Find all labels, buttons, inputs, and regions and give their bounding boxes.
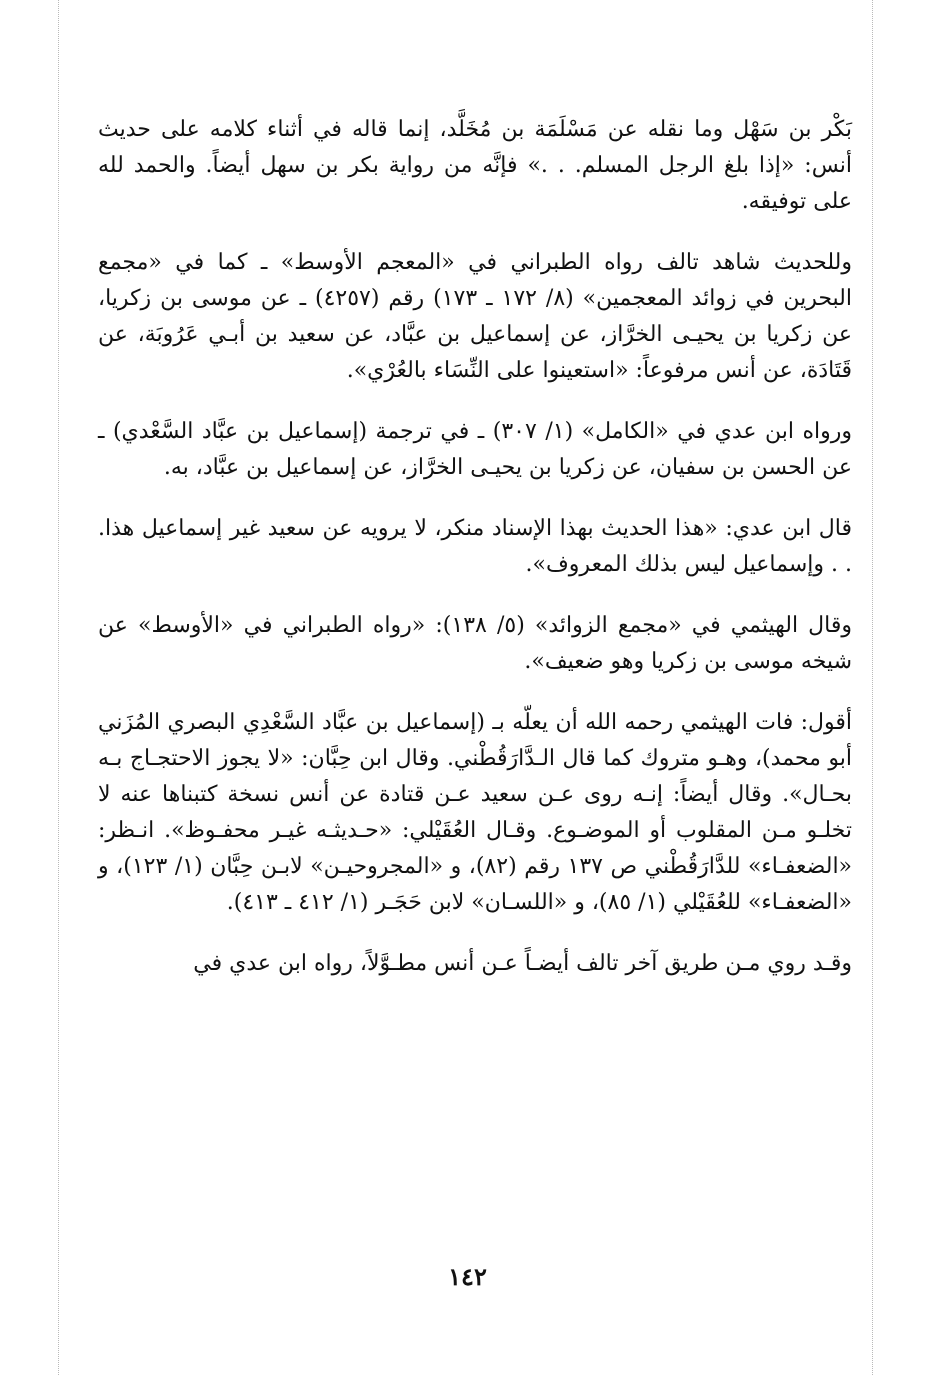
paragraph-3: ورواه ابن عدي في «الكامل» (١/ ٣٠٧) ـ في ترجمة (إسماعيل بن عبَّاد السَّعْدي) ـ عن الحسن بن سفيان، عن زكريا بن يحيـى الخرَّاز، عن إسماعيل بن عبَّاد، به. [98, 419, 853, 480]
paragraph-1: بَكْر بن سَهْل وما نقله عن مَسْلَمَة بن مُخَلَّد، إنما قاله في أثناء كلامه على حديث أنس: «إذا بلغ الرجل المسلم. . .» فإنَّه من رواية بكر بن سهل أيضاً. والحمد لله على توفيقه. [98, 117, 852, 214]
right-margin-rule [872, 0, 873, 1375]
paragraph-2: وللحديث شاهد تالف رواه الطبراني في «المعجم الأوسط» ـ كما في «مجمع البحرين في زوائد المعجمين» (٨/ ١٧٢ ـ ١٧٣) رقم (٤٢٥٧) ـ عن موسى بن زكريا، عن زكريا بن يحيـى الخرَّاز، عن إسماعيل بن عبَّاد، عن سعيد بن أبـي عَرُوبَة، عن قَتَادَة، عن أنس مرفوعاً: «استعينوا على النِّسَاء بالعُرْي». [98, 250, 852, 383]
paragraph-4: قال ابن عدي: «هذا الحديث بهذا الإسناد منكر، لا يرويه عن سعيد غير إسماعيل هذا. . . وإسماعيل ليس بذلك المعروف». [98, 516, 852, 577]
paragraph-7: وقـد روي مـن طريق آخر تالف أيضـاً عـن أنس مطـوَّلاً، رواه ابن عدي في [193, 951, 852, 976]
paragraph-5: وقال الهيثمي في «مجمع الزوائد» (٥/ ١٣٨): «رواه الطبراني في «الأوسط» عن شيخه موسى بن زكريا وهو ضعيف». [98, 613, 852, 674]
left-margin-rule [58, 0, 59, 1375]
footnote-paragraph: أقول: فات الهيثمي رحمه الله أن يعلّه بـ (إسماعيل بن عبَّاد السَّعْدِي البصري المُزَني أبو محمد)، وهـو متروك كما قال الـدَّارَقُطْني. وقال ابن حِبَّان: «لا يجوز الاحتجـاج بـه بحـال». وقال أيضاً: إنـه روى عـن سعيد عـن قتادة عن أنس نسخة كتبناها عنه لا تخلـو مـن المقلوب أو الموضـوع. وقـال العُقَيْلي: «حـديثـه غيـر محفـوظ». انـظر: «الضعفـاء» للدَّارَقُطْني ص ١٣٧ رقم (٨٢)، و «المجروحيـن» لابـن حِبَّان (١/ ١٢٣)، و «الضعفـاء» للعُقَيْلي (١/ ٨٥)، و «اللسـان» لابن حَجَـر (١/ ٤١٢ ـ ٤١٣). [98, 710, 853, 915]
body-text [98, 112, 852, 1007]
page-number: ١٤٢ [448, 1262, 487, 1291]
